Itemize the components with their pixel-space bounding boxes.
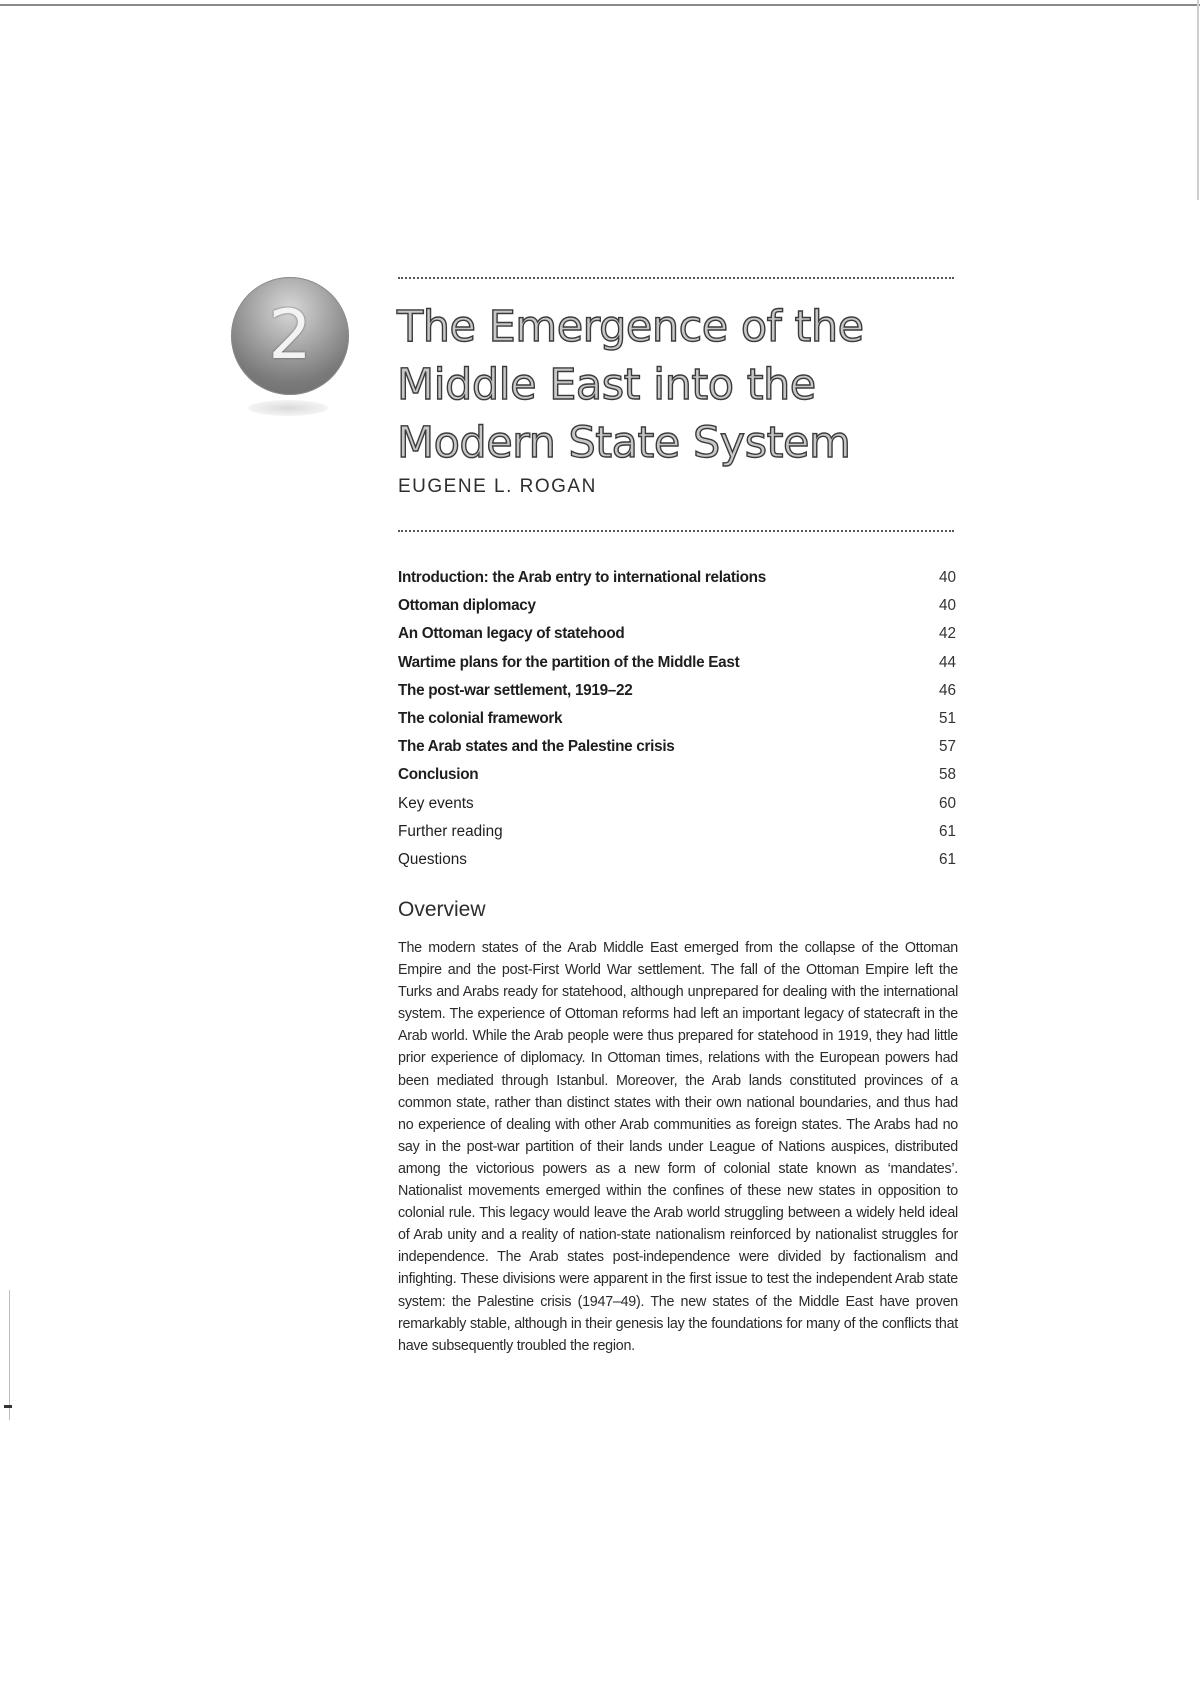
toc-entry-page: 42 xyxy=(938,625,956,643)
badge-shadow xyxy=(248,400,328,416)
toc-entry-page: 40 xyxy=(938,597,956,615)
toc-entry xyxy=(398,818,956,846)
chapter-title-line: The Emergence of the xyxy=(397,302,864,352)
overview-heading: Overview xyxy=(398,898,486,921)
toc-entry-label: The Arab states and the Palestine crisis xyxy=(398,738,675,756)
toc-entry-page: 40 xyxy=(938,569,956,587)
toc-entry-page: 57 xyxy=(938,738,956,756)
toc-entry-label: Questions xyxy=(398,850,467,868)
toc-entry-label: The post-war settlement, 1919–22 xyxy=(398,681,633,699)
toc-entry xyxy=(398,649,956,677)
toc-entry-page: 61 xyxy=(938,822,956,840)
toc-entry-page: 51 xyxy=(938,710,956,728)
toc-entry xyxy=(398,592,956,620)
overview-paragraph: The modern states of the Arab Middle East emerged from the collapse of the Ottoman Empire and the post-First World War settlement. The fall of the Ottoman Empire left the Turks and Arabs ready for statehood, although unprepared for dealing with the international system. The experience of Ottoman reforms had left an important legacy of statecraft in the Arab world. While the Arab people were thus prepared for statehood in 1919, they had little prior experience of diplomacy. In Ottoman times, relations with the European powers had been mediated through Istanbul. Moreover, the Arab lands constituted provinces of a common state, rather than distinct states with their own national boundaries, and thus had no experience of dealing with other Arab communities as foreign states. The Arabs had no say in the post-war partition of their lands under League of Nations auspices, distributed among the victorious powers as a new form of colonial state known as ‘mandates’. Nationalist movements emerged within the confines of these new states in opposition to colonial rule. This legacy would leave the Arab world struggling between a widely held ideal of Arab unity and a reality of nation-state nationalism reinforced by nationalist struggles for independence. The Arab states post-independence were divided by factionalism and infighting. These divisions were apparent in the first issue to test the independent Arab state system: the Palestine crisis (1947–49). The new states of the Middle East have proven remarkably stable, although in their genesis lay the foundations for many of the conflicts that have subsequently troubled the region. xyxy=(398,940,958,1354)
chapter-number: 2 xyxy=(268,296,312,375)
scan-mark xyxy=(4,1405,12,1408)
chapter-title-line: Modern State System xyxy=(397,418,851,468)
dotted-rule-bottom xyxy=(398,530,954,532)
toc-entry-label: Ottoman diplomacy xyxy=(398,597,536,615)
chapter-number-badge xyxy=(231,277,349,395)
toc-entry-label: The colonial framework xyxy=(398,710,563,728)
toc-entry xyxy=(398,790,956,818)
scan-edge-top xyxy=(0,4,1200,6)
toc-entry xyxy=(398,677,956,705)
scan-edge-right xyxy=(1197,0,1199,200)
toc-entry-page: 46 xyxy=(938,681,956,699)
toc-entry-label: Key events xyxy=(398,794,474,812)
toc-entry xyxy=(398,705,956,733)
dotted-rule-top xyxy=(398,277,954,279)
toc-entry-label: Wartime plans for the partition of the Middle East xyxy=(398,653,740,671)
toc-entry-label: An Ottoman legacy of statehood xyxy=(398,625,625,643)
scan-edge-left xyxy=(9,1290,10,1420)
toc-entry xyxy=(398,761,956,789)
toc-entry-label: Introduction: the Arab entry to international relations xyxy=(398,569,766,587)
toc-entry-page: 44 xyxy=(938,653,956,671)
toc-entry xyxy=(398,564,956,592)
chapter-author: EUGENE L. ROGAN xyxy=(398,476,597,497)
chapter-title-line: Middle East into the xyxy=(397,360,816,410)
toc-entry-page: 58 xyxy=(938,766,956,784)
toc-entry-page: 61 xyxy=(938,850,956,868)
toc-entry xyxy=(398,620,956,648)
toc-entry-label: Conclusion xyxy=(398,766,479,784)
toc-entry-label: Further reading xyxy=(398,822,503,840)
toc-entry xyxy=(398,846,956,874)
toc-entry xyxy=(398,733,956,761)
toc-entry-page: 60 xyxy=(938,794,956,812)
table-of-contents xyxy=(398,564,956,874)
chapter-title xyxy=(397,298,957,472)
